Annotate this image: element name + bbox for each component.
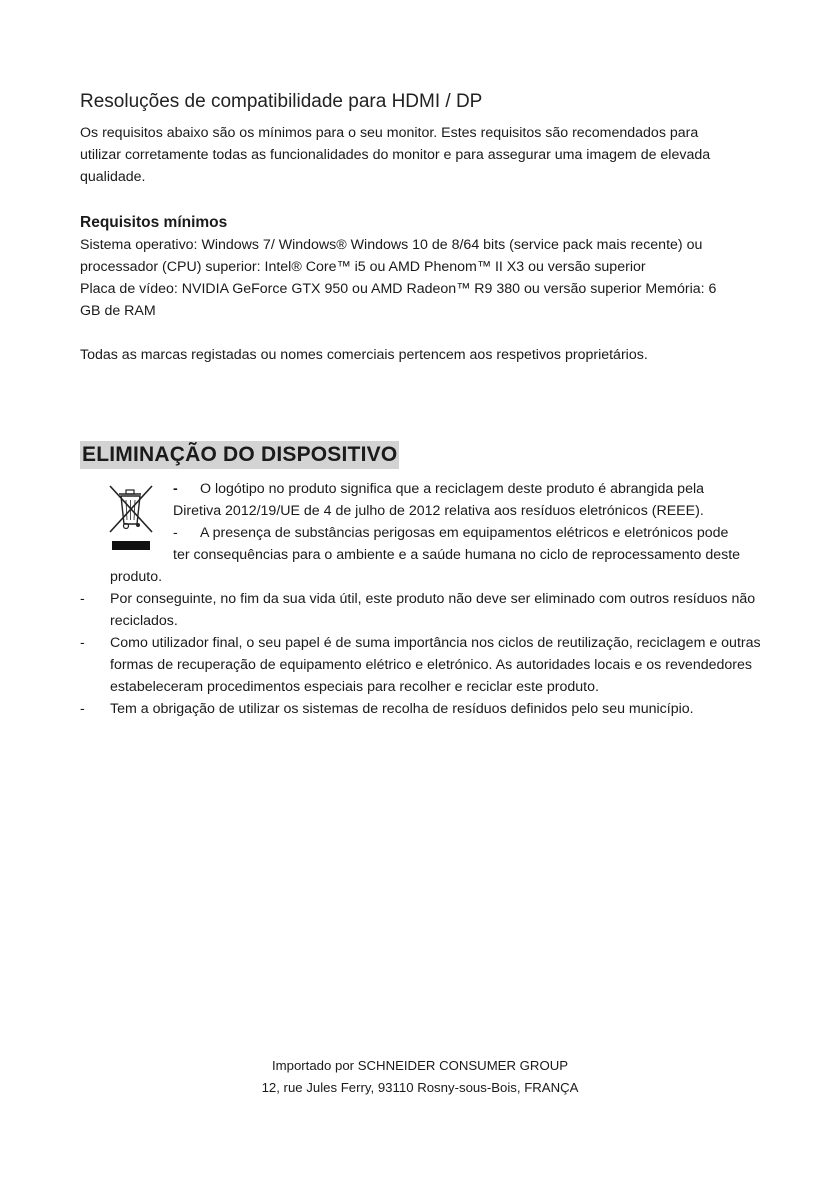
footer-importer: Importado por SCHNEIDER CONSUMER GROUP	[271, 1058, 569, 1073]
disposal-item-1-text: O logótipo no produto significa que a reciclagem deste produto é abrangida pela	[200, 481, 704, 497]
intro-line: qualidade.	[80, 169, 146, 185]
disposal-item-2-cont: ter consequências para o ambiente e a saúde humana no ciclo de reprocessamento deste	[173, 547, 741, 563]
intro-paragraph	[80, 122, 765, 188]
requirements-paragraph	[80, 234, 765, 322]
disposal-item-1-cont: Diretiva 2012/19/UE de 4 de julho de 2012 relativa aos resíduos eletrónicos (REEE).	[173, 503, 704, 519]
footer-address: 12, rue Jules Ferry, 93110 Rosny-sous-Bois, FRANÇA	[261, 1080, 579, 1095]
disposal-bullet: Tem a obrigação de utilizar os sistemas de recolha de resíduos definidos pelo seu município.	[110, 701, 694, 717]
requirements-heading: Requisitos mínimos	[80, 214, 228, 231]
trademark-note: Todas as marcas registadas ou nomes comerciais pertencem aos respetivos proprietários.	[80, 347, 648, 363]
disposal-bullet: Como utilizador final, o seu papel é de suma importância nos ciclos de reutilização, reciclagem e outras formas de recuperação de equipamento elétrico e eletrónico. As autoridades locais e os revendedores estabeleceram procedimentos especiais para recolher e reciclar este produto.	[110, 635, 761, 695]
disposal-item-2	[173, 522, 728, 544]
intro-line: Os requisitos abaixo são os mínimos para o seu monitor. Estes requisitos são recomendados para	[80, 125, 699, 141]
requirement-line: Placa de vídeo: NVIDIA GeForce GTX 950 ou AMD Radeon™ R9 380 ou versão superior Memória: 6	[80, 281, 717, 297]
bullet-dash: -	[173, 481, 178, 497]
weee-crossed-bin-icon	[106, 482, 156, 554]
requirement-line: processador (CPU) superior: Intel® Core™ i5 ou AMD Phenom™ II X3 ou versão superior	[80, 259, 646, 275]
disposal-item-2-text: A presença de substâncias perigosas em equipamentos elétricos e eletrónicos pode	[200, 525, 729, 541]
bullet-dash: -	[80, 701, 85, 717]
section-title-compatibility: Resoluções de compatibilidade para HDMI / DP	[80, 91, 483, 112]
disposal-heading: ELIMINAÇÃO DO DISPOSITIVO	[80, 441, 399, 469]
bullet-dash: -	[80, 591, 85, 607]
disposal-item-1	[173, 478, 704, 500]
disposal-item-2-end: produto.	[110, 569, 163, 585]
requirement-line: GB de RAM	[80, 303, 156, 319]
requirement-line: Sistema operativo: Windows 7/ Windows® Windows 10 de 8/64 bits (service pack mais recente) ou	[80, 237, 703, 253]
bullet-dash: -	[80, 635, 85, 651]
bullet-dash: -	[173, 525, 178, 541]
intro-line: utilizar corretamente todas as funcionalidades do monitor e para assegurar uma imagem de elevada	[80, 147, 711, 163]
disposal-bullet: Por conseguinte, no fim da sua vida útil, este produto não deve ser eliminado com outros resíduos não reciclados.	[110, 591, 756, 629]
